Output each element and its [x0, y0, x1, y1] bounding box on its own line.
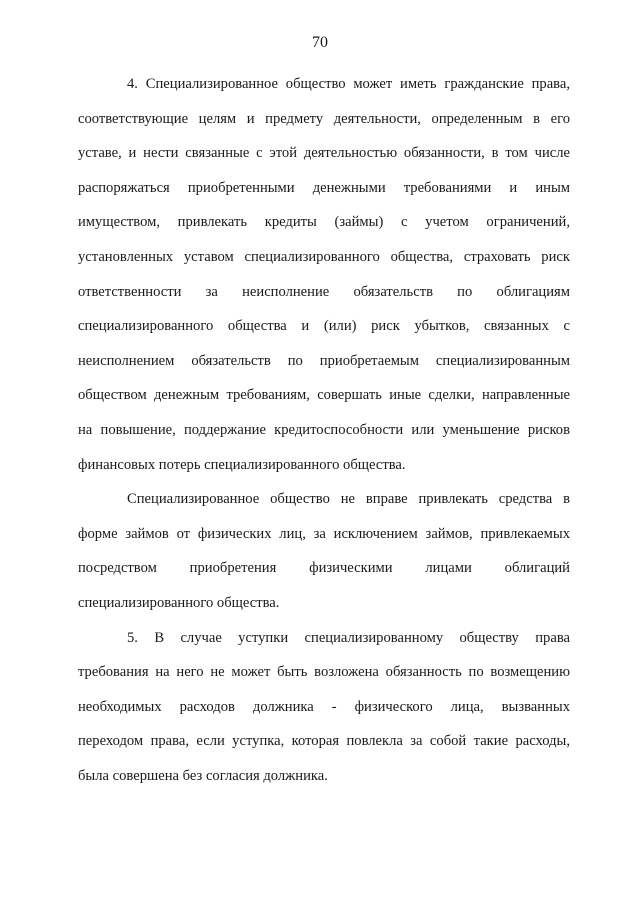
text-line: соответствующие целям и предмету деятельности, определенным в его — [78, 110, 570, 127]
text-line: была совершена без согласия должника. — [78, 767, 328, 784]
text-line: специализированного общества и (или) риск убытков, связанных с — [78, 318, 570, 335]
text-line: посредством приобретения физическими лицами облигаций — [78, 560, 570, 577]
text-line: имуществом, привлекать кредиты (займы) с учетом ограничений, — [78, 214, 570, 231]
text-line: неисполнением обязательств по приобретаемым специализированным — [78, 352, 570, 369]
text-line: уставе, и нести связанные с этой деятельностью обязанности, в том числе — [78, 145, 570, 162]
text-line: 5. В случае уступки специализированному обществу права — [127, 629, 570, 646]
text-line: специализированного общества. — [78, 594, 280, 611]
text-line: 4. Специализированное общество может иметь гражданские права, — [127, 76, 570, 92]
text-line: требования на него не может быть возложена обязанность по возмещению — [78, 664, 570, 681]
text-line: Специализированное общество не вправе привлекать средства в — [127, 491, 570, 508]
text-line: форме займов от физических лиц, за исключением займов, привлекаемых — [78, 525, 570, 542]
text-line: переходом права, если уступка, которая повлекла за собой такие расходы, — [78, 733, 570, 750]
text-line: на повышение, поддержание кредитоспособности или уменьшение рисков — [78, 421, 570, 438]
text-line: необходимых расходов должника - физического лица, вызванных — [78, 698, 570, 715]
text-line: финансовых потерь специализированного общества. — [78, 456, 406, 473]
text-line: установленных уставом специализированного общества, страховать риск — [78, 248, 570, 265]
text-line: обществом денежным требованиям, совершать иные сделки, направленные — [78, 387, 570, 404]
page-number: 70 — [312, 34, 328, 51]
document-body — [78, 67, 570, 793]
text-line: ответственности за неисполнение обязательств по облигациям — [78, 283, 570, 300]
text-line: распоряжаться приобретенными денежными требованиями и иным — [78, 179, 570, 196]
paragraph-1 — [78, 67, 570, 482]
paragraph-3 — [78, 621, 570, 794]
paragraph-2 — [78, 482, 570, 620]
